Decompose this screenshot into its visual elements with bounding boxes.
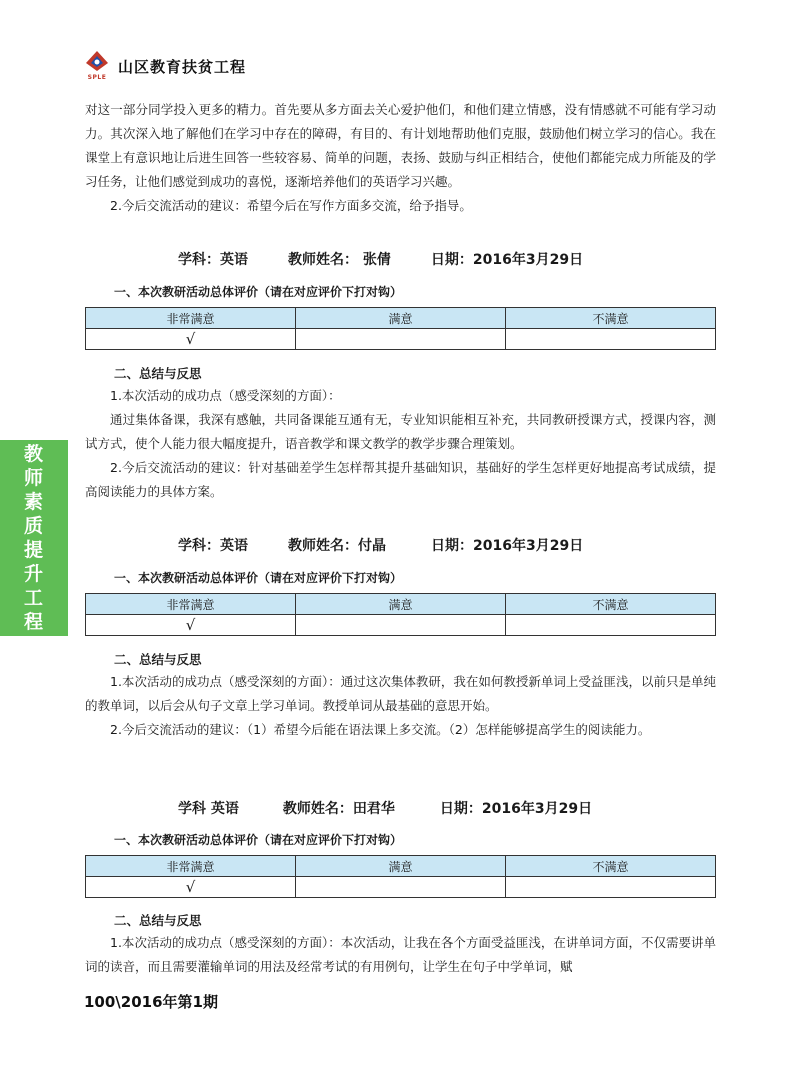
suggestion-text: 2.今后交流活动的建议：（1）希望今后能在语法课上多交流。（2）怎样能够提高学生的阅读能力。: [110, 722, 651, 737]
empty-cell: [296, 615, 506, 636]
evaluation-table: [85, 307, 716, 350]
empty-cell: [296, 329, 506, 350]
side-tab-char: 程: [23, 611, 44, 633]
evaluation-table: [85, 855, 716, 898]
side-tab-char: 质: [23, 515, 44, 537]
record-title: [85, 535, 716, 555]
side-tab-char: 素: [23, 491, 44, 513]
table-row: [86, 615, 716, 636]
header-very-satisfied: 非常满意: [86, 594, 296, 615]
header-unsatisfied: 不满意: [506, 594, 716, 615]
side-tab-char: 升: [23, 563, 44, 585]
subject: 学科 英语: [178, 801, 239, 817]
header-unsatisfied: 不满意: [506, 308, 716, 329]
evaluation-table: [85, 593, 716, 636]
intro-paragraph: 对这一部分同学投入更多的精力。首先要从多方面去关心爱护他们，和他们建立情感，没有情感就不可能有学习动力。其次深入地了解他们在学习中存在的障碍，有目的、有计划地帮助他们克服，鼓励他们树立学习的信心。我在课堂上有意识地让后进生回答一些较容易、简单的问题，表扬、鼓励与纠正相结合，使他们都能完成力所能及的学习任务，让他们感觉到成功的喜悦，逐渐培养他们的英语学习兴趣。: [85, 102, 716, 189]
suggestion-text: 2.今后交流活动的建议：针对基础差学生怎样帮其提升基础知识，基础好的学生怎样更好地提高考试成绩，提高阅读能力的具体方案。: [85, 460, 716, 499]
table-header-row: [86, 308, 716, 329]
check-mark: √: [86, 329, 296, 350]
logo: [84, 51, 110, 81]
summary-label: 二、总结与反思: [114, 913, 202, 928]
table-header-row: [86, 594, 716, 615]
teacher-name: 教师姓名：付晶: [288, 538, 386, 554]
header-satisfied: 满意: [296, 594, 506, 615]
empty-cell: [506, 615, 716, 636]
side-tab-char: 师: [23, 467, 44, 489]
success-text: 通过集体备课，我深有感触，共同备课能互通有无，专业知识能相互补充，共同教研授课方式，授课内容，测试方式，使个人能力很大幅度提升，语音教学和课文教学的教学步骤合理策划。: [85, 412, 716, 451]
brand-title: 山区教育扶贫工程: [118, 57, 247, 76]
empty-cell: [296, 877, 506, 898]
summary-label: 二、总结与反思: [114, 366, 202, 381]
header-unsatisfied: 不满意: [506, 856, 716, 877]
logo-mark-icon: [86, 51, 108, 71]
subject: 学科：英语: [178, 252, 248, 268]
intro-suggestion: 2.今后交流活动的建议：希望今后在写作方面多交流，给予指导。: [110, 198, 472, 213]
success-text: 1.本次活动的成功点（感受深刻的方面）：本次活动，让我在各个方面受益匪浅，在讲单词方面，不仅需要讲单词的读音，而且需要灌输单词的用法及经常考试的有用例句，让学生在句子中学单词，赋: [85, 935, 716, 974]
date: 日期：2016年3月29日: [439, 801, 593, 817]
empty-cell: [506, 877, 716, 898]
record-title: [85, 249, 716, 269]
check-mark: √: [86, 615, 296, 636]
date: 日期：2016年3月29日: [431, 538, 584, 554]
side-tab-char: 提: [23, 539, 44, 561]
table-row: [86, 329, 716, 350]
summary-label: 二、总结与反思: [114, 652, 202, 667]
table-header-row: [86, 856, 716, 877]
header-very-satisfied: 非常满意: [86, 856, 296, 877]
check-mark: √: [86, 877, 296, 898]
summary-body: [85, 931, 716, 979]
header-satisfied: 满意: [296, 856, 506, 877]
teacher-name: 教师姓名： 张倩: [288, 252, 391, 268]
table-row: [86, 877, 716, 898]
success-label: 1.本次活动的成功点（感受深刻的方面）：: [110, 388, 341, 403]
logo-text: SPLE: [87, 74, 107, 81]
empty-cell: [506, 329, 716, 350]
evaluation-label: 一、本次教研活动总体评价（请在对应评价下打对钩）: [114, 285, 403, 299]
evaluation-label: 一、本次教研活动总体评价（请在对应评价下打对钩）: [114, 833, 403, 847]
intro-section: [85, 98, 716, 218]
record-title: [85, 798, 716, 818]
date: 日期：2016年3月29日: [430, 252, 584, 268]
evaluation-label: 一、本次教研活动总体评价（请在对应评价下打对钩）: [114, 571, 403, 585]
header-satisfied: 满意: [296, 308, 506, 329]
summary-body: [85, 670, 716, 742]
page-footer: 100\2016年第1期: [84, 993, 218, 1011]
teacher-name: 教师姓名：田君华: [282, 801, 395, 817]
side-tab-char: 教: [23, 443, 44, 465]
subject: 学科：英语: [178, 538, 248, 554]
header-very-satisfied: 非常满意: [86, 308, 296, 329]
page-header: [84, 48, 246, 84]
side-section-tab: [0, 440, 68, 636]
summary-body: [85, 384, 716, 504]
success-text: 1.本次活动的成功点（感受深刻的方面）：通过这次集体教研，我在如何教授新单词上受益匪浅，以前只是单纯的教单词，以后会从句子文章上学习单词。教授单词从最基础的意思开始。: [85, 674, 716, 713]
side-tab-char: 工: [23, 587, 44, 609]
